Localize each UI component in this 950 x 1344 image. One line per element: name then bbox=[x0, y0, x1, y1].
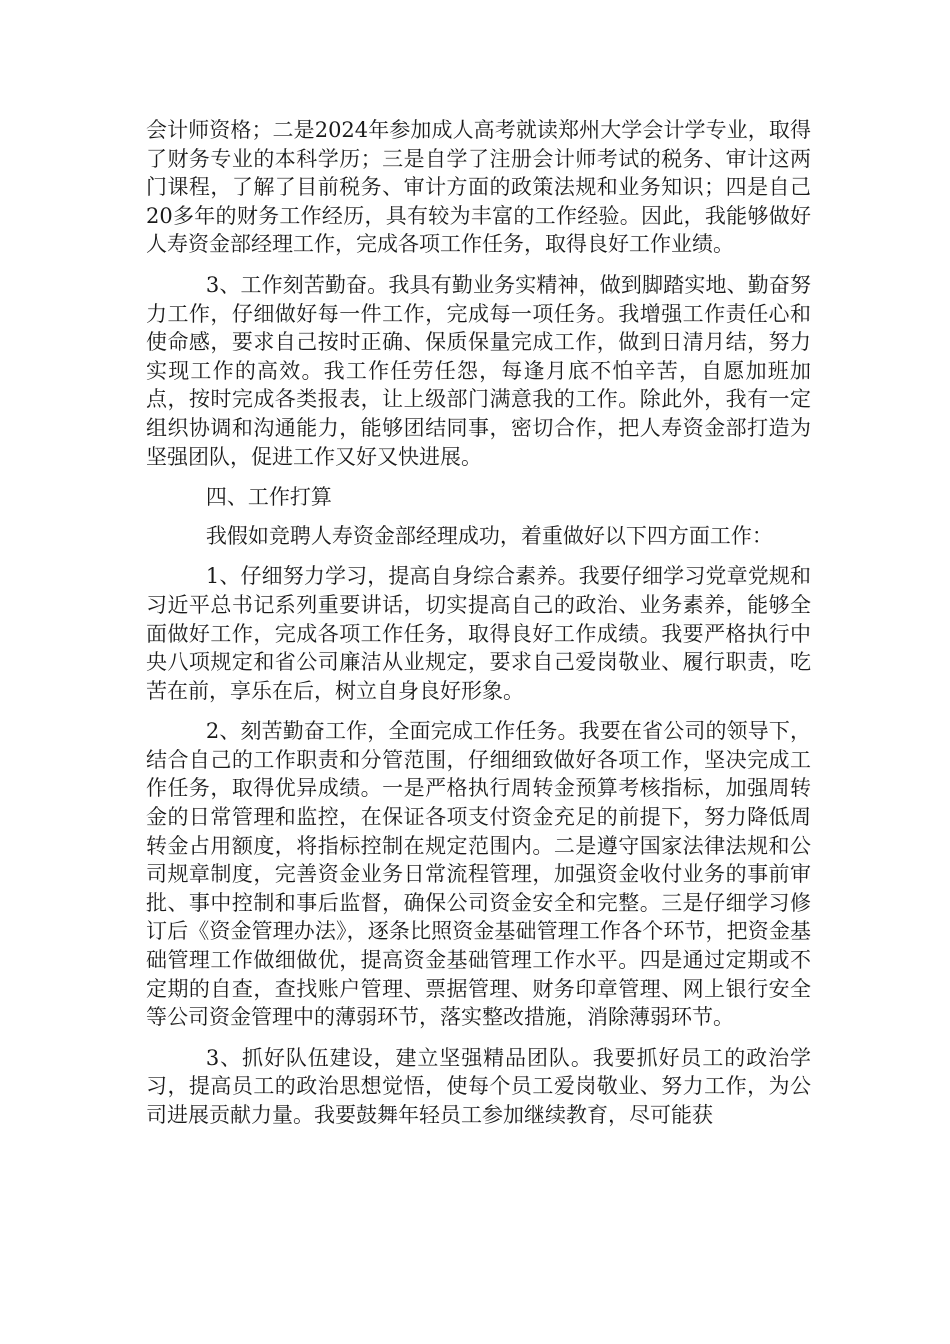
paragraph-qualifications: 会计师资格；二是2024年参加成人高考就读郑州大学会计学专业，取得了财务专业的本科学历；三是自学了注册会计师考试的税务、审计这两门课程，了解了目前税务、审计方面的政策法规和业务知识；四是自己20多年的财务工作经历，具有较为丰富的工作经验。因此，我能够做好人寿资金部经理工作，完成各项工作任务，取得良好工作业绩。 bbox=[146, 118, 811, 257]
paragraph-plan-intro: 我假如竞聘人寿资金部经理成功，着重做好以下四方面工作： bbox=[205, 523, 773, 548]
section-heading-work-plan: 四、工作打算 bbox=[205, 485, 332, 510]
paragraph-plan-study: 1、仔细努力学习，提高自身综合素养。我要仔细学习党章党规和习近平总书记系列重要讲话，切实提高自己的政治、业务素养，能够全面做好工作，完成各项工作任务，取得良好工作成绩。我要严格执行中央八项规定和省公司廉洁从业规定，要求自己爱岗敬业、履行职责，吃苦在前，享乐在后，树立自身良好形象。 bbox=[146, 564, 811, 703]
paragraph-diligence: 3、工作刻苦勤奋。我具有勤业务实精神，做到脚踏实地、勤奋努力工作，仔细做好每一件工作，完成每一项任务。我增强工作责任心和使命感，要求自己按时正确、保质保量完成工作，做到日清月结，努力实现工作的高效。我工作任劳任怨，每逢月底不怕辛苦，自愿加班加点，按时完成各类报表，让上级部门满意我的工作。除此外，我有一定组织协调和沟通能力，能够团结同事，密切合作，把人寿资金部打造为坚强团队，促进工作又好又快进展。 bbox=[146, 272, 811, 469]
paragraph-plan-team: 3、抓好队伍建设，建立坚强精品团队。我要抓好员工的政治学习，提高员工的政治思想觉悟，使每个员工爱岗敬业、努力工作，为公司进展贡献力量。我要鼓舞年轻员工参加继续教育，尽可能获 bbox=[146, 1045, 811, 1127]
document-page bbox=[146, 116, 811, 1142]
paragraph-plan-work: 2、刻苦勤奋工作，全面完成工作任务。我要在省公司的领导下，结合自己的工作职责和分管范围，仔细细致做好各项工作，坚决完成工作任务，取得优异成绩。一是严格执行周转金预算考核指标，加强周转金的日常管理和监控，在保证各项支付资金充足的前提下，努力降低周转金占用额度，将指标控制在规定范围内。二是遵守国家法律法规和公司规章制度，完善资金业务日常流程管理，加强资金收付业务的事前审批、事中控制和事后监督，确保公司资金安全和完整。三是仔细学习修订后《资金管理办法》，逐条比照资金基础管理工作各个环节，把资金基础管理工作做细做优，提高资金基础管理工作水平。四是通过定期或不定期的自查，查找账户管理、票据管理、财务印章管理、网上银行安全等公司资金管理中的薄弱环节，落实整改措施，消除薄弱环节。 bbox=[146, 719, 811, 1030]
